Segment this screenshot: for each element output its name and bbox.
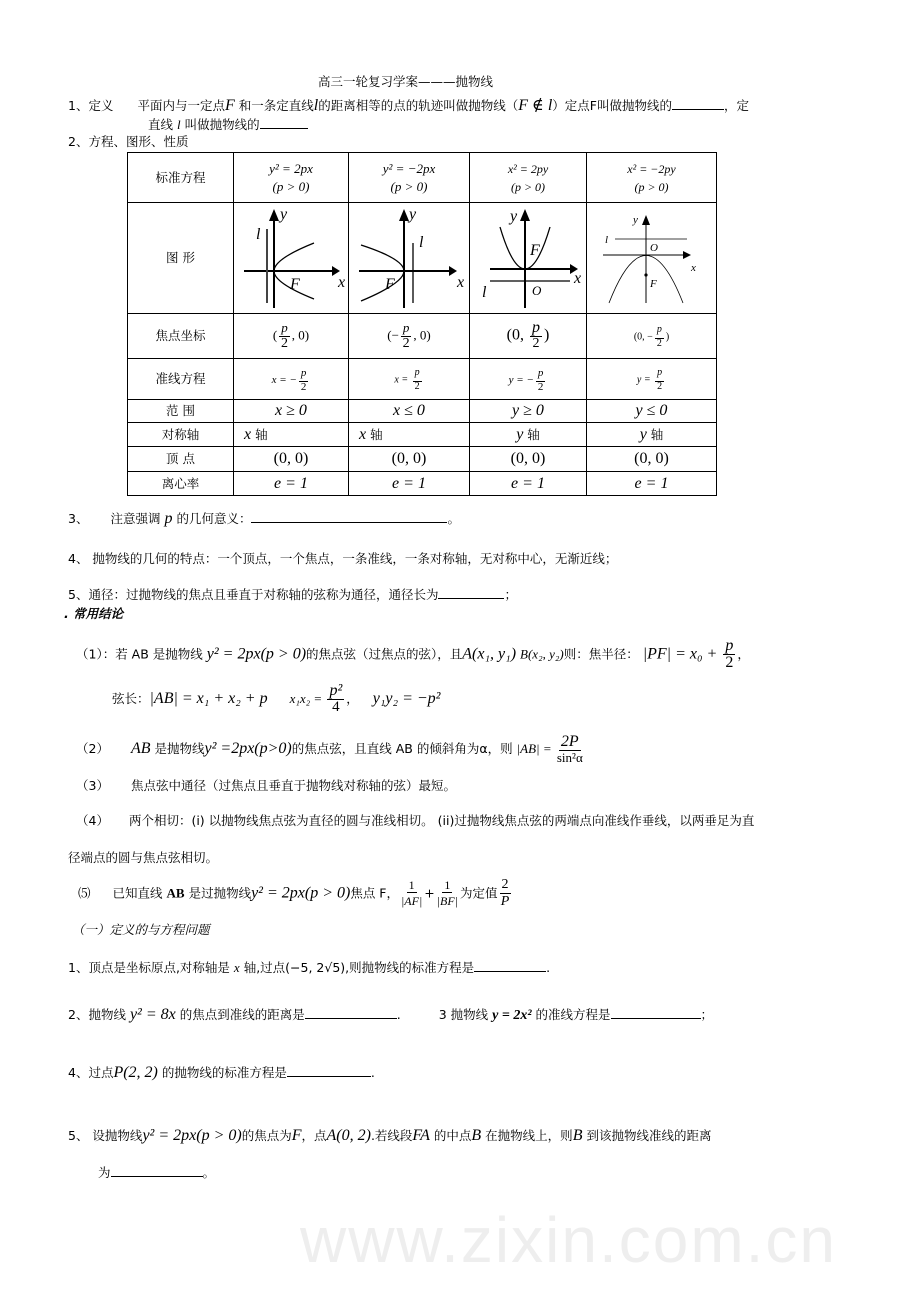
graph-cell <box>234 203 349 314</box>
text: . <box>370 1065 375 1080</box>
cell: ( $\frac{p}{2}$ , 0) <box>234 314 349 359</box>
math: l <box>313 97 319 114</box>
parabola-up-graph <box>470 203 586 308</box>
text: ， <box>346 690 359 706</box>
watermark: www.zixin.com.cn <box>300 1204 837 1276</box>
label: 1、定义 <box>68 98 114 113</box>
cell: x ≥ 0 <box>234 400 349 423</box>
math: B <box>471 1127 482 1144</box>
text: ； <box>700 1007 714 1022</box>
text: . <box>396 1007 401 1022</box>
question-1 <box>68 959 550 976</box>
row-header: 对称轴 <box>128 423 234 447</box>
graph-cell <box>470 203 587 314</box>
axis-label: y <box>280 206 288 223</box>
label: ⑸ <box>78 885 91 901</box>
conclusion-4 <box>76 813 754 829</box>
table-row <box>128 359 717 400</box>
answer-blank[interactable] <box>287 1064 371 1077</box>
text: 3 抛物线 <box>438 1007 489 1022</box>
properties-table <box>127 152 717 496</box>
text: 为 <box>98 1165 111 1180</box>
focus-label: F <box>650 278 657 290</box>
cell: x 轴 <box>234 423 349 447</box>
conclusion-1: （1）：若 AB 是抛物线 y² = 2px(p > 0)的焦点弦（过焦点的弦），且A(x₁, y₁) B(x₂, y₂)则：焦半径： |PF| = x₀ + $\frac{p}{2}$ ， <box>76 637 750 671</box>
cell: y² = 2px (p > 0) <box>234 153 349 203</box>
text: 的焦点到准线的距离是 <box>179 1007 305 1022</box>
text: 轴,过点(−5, 2√5),则抛物线的标准方程是 <box>243 960 475 975</box>
math: y² = 2px(p > 0) <box>251 884 351 902</box>
cell: y ≤ 0 <box>587 400 717 423</box>
label: （3） <box>76 778 109 793</box>
conclusion-4-line-2: 径端点的圆与焦点弦相切。 <box>68 850 219 865</box>
cell: y ≥ 0 <box>470 400 587 423</box>
text: 叫做抛物线的 <box>184 117 260 132</box>
text: 的焦点为 <box>241 1128 292 1143</box>
math: x <box>233 960 240 975</box>
cell: (0, − $\frac{p}{2}$ ) <box>587 314 717 359</box>
label: 3、 <box>68 511 89 526</box>
math: AB <box>166 885 185 901</box>
axis-label: y <box>409 206 417 223</box>
definition-line-1 <box>68 97 749 114</box>
text: ，定 <box>723 98 749 113</box>
label: （2） <box>76 740 109 756</box>
row-header: 范 围 <box>128 400 234 423</box>
math: l <box>177 117 181 132</box>
page-title: 高三一轮复习学案———抛物线 <box>318 74 494 89</box>
text: 两个相切：(i) 以抛物线焦点弦为直径的圆与准线相切。 (ii)过抛物线焦点弦的两端点向准线作垂线，以两垂足为直 <box>128 813 755 828</box>
item-5 <box>68 586 517 603</box>
text: 是抛物线 <box>154 740 205 756</box>
answer-blank[interactable] <box>260 116 308 129</box>
table-row <box>128 472 717 496</box>
text: 和一条定直线 <box>238 98 314 113</box>
conclusion-3 <box>76 778 456 794</box>
math: B <box>572 1127 583 1144</box>
item-4: 4、 抛物线的几何的特点：一个顶点，一个焦点，一条准线，一条对称轴，无对称中心，无渐近线； <box>68 551 618 566</box>
text: 。 <box>447 511 460 526</box>
text: 平面内与一定点 <box>137 98 225 113</box>
graph-cell <box>587 203 717 314</box>
table-row <box>128 203 717 314</box>
answer-blank[interactable] <box>305 1006 397 1019</box>
cell: x = − $\frac{p}{2}$ <box>234 359 349 400</box>
axis-label: x <box>691 262 696 274</box>
math: P(2, 2) <box>113 1064 158 1081</box>
cell: (0, 0) <box>470 447 587 472</box>
cell: (− $\frac{p}{2}$ , 0) <box>349 314 470 359</box>
cell: e = 1 <box>234 472 349 496</box>
text: ）定点F叫做抛物线的 <box>552 98 672 113</box>
row-header: 准线方程 <box>128 359 234 400</box>
math: F <box>224 97 235 114</box>
axis-label: y <box>633 214 638 226</box>
parabola-down-graph <box>587 203 716 308</box>
cell: y = $\frac{p}{2}$ <box>587 359 717 400</box>
parabola-left-graph <box>349 203 469 308</box>
directrix-label: l <box>256 226 261 243</box>
directrix-label: l <box>605 234 609 246</box>
text: 的焦点弦（过焦点的弦），且 <box>306 646 463 662</box>
answer-blank[interactable] <box>251 510 447 523</box>
origin-label: O <box>532 283 542 298</box>
question-5 <box>68 1128 711 1144</box>
origin-label: O <box>650 242 658 254</box>
axis-label: x <box>457 274 465 291</box>
math: A(0, 2) <box>326 1127 371 1144</box>
cell: y² = −2px (p > 0) <box>349 153 470 203</box>
math: p <box>164 510 173 527</box>
math: y² = 2px(p > 0) <box>142 1127 242 1144</box>
table-row <box>128 447 717 472</box>
math: |AB| = <box>516 740 555 756</box>
text: 在抛物线上，则 <box>485 1128 573 1143</box>
question-4 <box>68 1064 375 1081</box>
cell: x² = 2py (p > 0) <box>470 153 587 203</box>
math: |PF| = x₀ + <box>642 645 722 663</box>
conclusion-5: ⑸ 已知直线 AB 是过抛物线y² = 2px(p > 0)焦点 F， $\frac{1}{|AF|}$ + $\frac{1}{|BF|}$ 为定值 $\frac{2}{P}$ <box>78 877 510 909</box>
graph-cell <box>349 203 470 314</box>
row-header: 顶 点 <box>128 447 234 472</box>
text: 焦点弦中通径（过焦点且垂直于抛物线对称轴的弦）最短。 <box>130 778 456 793</box>
focus-label: F <box>385 276 395 293</box>
text: 2、抛物线 <box>68 1007 126 1022</box>
cell: x² = −2py (p > 0) <box>587 153 717 203</box>
math: A(x₁, y₁) <box>462 645 517 663</box>
table-row <box>128 153 717 203</box>
text: 1、顶点是坐标原点,对称轴是 <box>68 960 230 975</box>
text: 。 <box>202 1165 216 1180</box>
text: 的焦点弦，且直线 AB 的倾斜角为α，则 <box>291 740 513 756</box>
math: y² = 8x <box>129 1006 176 1023</box>
conclusion-2: （2） AB 是抛物线y² =2px(p>0)的焦点弦，且直线 AB 的倾斜角为α，则 |AB| = $\frac{2P}{\text{sin²α}}$ <box>76 733 583 765</box>
cell: x 轴 <box>349 423 470 447</box>
text: .若线段 <box>370 1128 413 1143</box>
math: y = 2x² <box>492 1008 532 1023</box>
row-header: 焦点坐标 <box>128 314 234 359</box>
math: F ∉ l <box>518 97 553 114</box>
text: 直线 <box>148 117 174 132</box>
parabola-right-graph <box>234 203 348 308</box>
text: ； <box>504 587 517 602</box>
part-1-heading: （一）定义的与方程问题 <box>72 922 210 937</box>
math: y² = 2px(p > 0) <box>206 645 307 663</box>
text: ， <box>737 646 750 662</box>
text: 注意强调 <box>110 511 161 526</box>
cell: e = 1 <box>470 472 587 496</box>
text: 5、通径：过抛物线的焦点且垂直于对称轴的弦称为通径，通径长为 <box>68 587 439 602</box>
cell: e = 1 <box>587 472 717 496</box>
table-row <box>128 314 717 359</box>
row-header: 标准方程 <box>128 153 234 203</box>
text: 的几何意义： <box>176 511 252 526</box>
text: 的中点 <box>433 1128 472 1143</box>
math: AB <box>130 739 151 757</box>
text: （1）：若 AB 是抛物线 <box>76 646 203 662</box>
axis-label: x <box>338 274 346 291</box>
math: y₁y₂ = −p² <box>372 689 441 707</box>
cell: y = − $\frac{p}{2}$ <box>470 359 587 400</box>
directrix-label: l <box>482 284 487 301</box>
section-2-heading: 2、方程、图形、性质 <box>68 134 189 149</box>
math: F <box>291 1127 302 1144</box>
text: 为定值 <box>460 885 498 901</box>
answer-blank[interactable] <box>474 959 546 972</box>
row-header: 离心率 <box>128 472 234 496</box>
cell: e = 1 <box>349 472 470 496</box>
text: 的距离相等的点的轨迹叫做抛物线（ <box>318 98 519 113</box>
math: x₁x₂ = <box>289 690 326 706</box>
cell: x = $\frac{p}{2}$ <box>349 359 470 400</box>
text: 已知直线 <box>112 885 163 901</box>
text: ，点 <box>301 1128 327 1143</box>
cell: y 轴 <box>587 423 717 447</box>
cell: (0, $\frac{p}{2}$ ) <box>470 314 587 359</box>
conclusion-1-chord: 弦长：|AB| = x₁ + x₂ + p x₁x₂ = $\frac{\text{p²}}{4}$ ， y₁y₂ = −p² <box>112 682 441 715</box>
math: y² =2px(p>0) <box>204 739 292 757</box>
cell: y 轴 <box>470 423 587 447</box>
answer-blank[interactable] <box>438 586 504 599</box>
cell: x ≤ 0 <box>349 400 470 423</box>
answer-blank[interactable] <box>611 1006 701 1019</box>
definition-line-2 <box>148 116 308 133</box>
cell: (0, 0) <box>234 447 349 472</box>
item-3 <box>68 510 460 527</box>
axis-label: y <box>510 208 518 225</box>
text: 是过抛物线 <box>188 885 252 901</box>
answer-blank[interactable] <box>111 1164 203 1177</box>
table-row <box>128 400 717 423</box>
common-conclusions-heading: . 常用结论 <box>64 606 124 621</box>
math: B(x₂, y₂) <box>520 646 564 662</box>
text: + <box>424 885 435 901</box>
question-2-3 <box>68 1006 713 1024</box>
question-5-line-2 <box>98 1164 215 1181</box>
text: 弦长： <box>112 690 150 706</box>
math: FA <box>412 1127 430 1144</box>
text: 的抛物线的标准方程是 <box>161 1065 287 1080</box>
label: （4） <box>76 813 109 828</box>
text: 则：焦半径： <box>563 646 639 662</box>
text: 4、过点 <box>68 1065 114 1080</box>
text: . <box>546 960 551 975</box>
answer-blank[interactable] <box>672 97 724 110</box>
text: 5、 设抛物线 <box>68 1128 143 1143</box>
math: |AB| = x₁ + x₂ + p <box>149 689 268 707</box>
text: 到该抛物线准线的距离 <box>586 1128 712 1143</box>
focus-label: F <box>530 242 540 259</box>
text: 的准线方程是 <box>535 1007 611 1022</box>
row-header: 图 形 <box>128 203 234 314</box>
focus-label: F <box>290 276 300 293</box>
cell: (0, 0) <box>349 447 470 472</box>
axis-label: x <box>574 270 582 287</box>
text: 焦点 F， <box>350 885 399 901</box>
cell: (0, 0) <box>587 447 717 472</box>
table-row <box>128 423 717 447</box>
directrix-label: l <box>419 234 424 251</box>
